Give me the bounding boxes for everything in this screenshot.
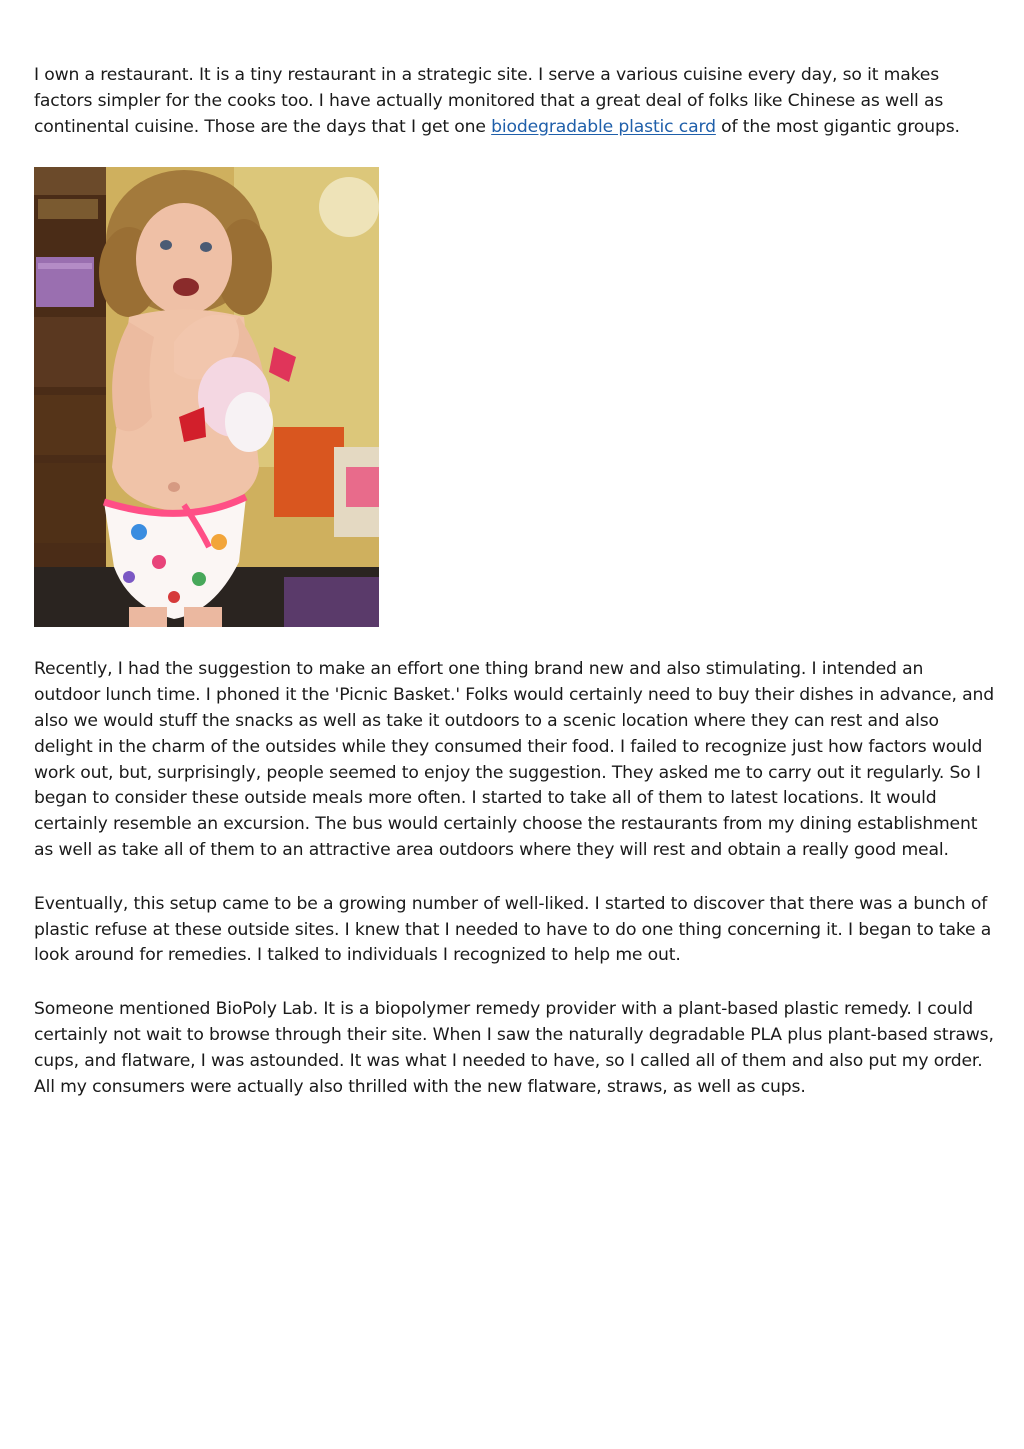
- biodegradable-plastic-card-link[interactable]: biodegradable plastic card: [491, 116, 716, 137]
- paragraph-picnic-basket: Recently, I had the suggestion to make an effort one thing brand new and also stimulating. I intended an outdoor lunch time. I phoned it the 'Picnic Basket.' Folks would certainly need to buy their dishes in advance, and also we would stuff the snacks as well as take it outdoors to a scenic location where they can rest and also delight in the charm of the outsides while they consumed their food. I failed to recognize just how factors would work out, but, surprisingly, people seemed to enjoy the suggestion. They asked me to carry out it regularly. So I began to consider these outside meals more often. I started to take all of them to latest locations. It would certainly resemble an excursion. The bus would certainly choose the restaurants from my dining establishment as well as take all of them to an attractive area outdoors where they will rest and obtain a really good meal.: [34, 659, 994, 860]
- paragraph-biopoly-lab: Someone mentioned BioPoly Lab. It is a biopolymer remedy provider with a plant-based plastic remedy. I could certainly not wait to browse through their site. When I saw the naturally degradable PLA plus plant-based straws, cups, and flatware, I was astounded. It was what I needed to have, so I called all of them and also put my order. All my consumers were actually also thrilled with the new flatware, straws, as well as cups.: [34, 999, 994, 1097]
- child-photo: [34, 167, 379, 627]
- child-photo-icon: [34, 167, 379, 627]
- paragraph-intro-text-after: of the most gigantic groups.: [715, 116, 960, 137]
- paragraph-intro-text-before: I own a restaurant. It is a tiny restaurant in a strategic site. I serve a various cuisine every day, so it makes factors simpler for the cooks too. I have actually monitored that a great deal of folks like Chinese as well as continental cuisine. Those are the days that I get one: [34, 65, 944, 137]
- article-body: [34, 63, 994, 1100]
- paragraph-intro: [34, 63, 989, 140]
- paragraph-plastic-refuse: Eventually, this setup came to be a growing number of well-liked. I started to discover that there was a bunch of plastic refuse at these outside sites. I knew that I needed to have to do one thing concerning it. I began to take a look around for remedies. I talked to individuals I recognized to help me out.: [34, 893, 992, 966]
